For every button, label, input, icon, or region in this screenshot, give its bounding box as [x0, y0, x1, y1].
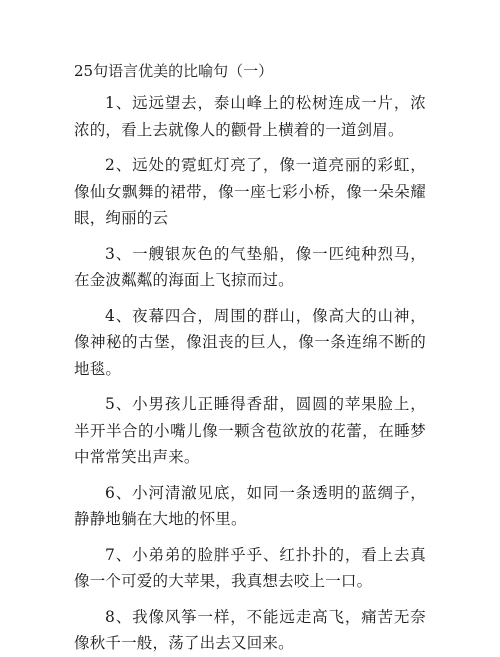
paragraph-5: 5、小男孩儿正睡得香甜，圆圆的苹果脸上，半开半合的小嘴儿像一颗含苞欲放的花蕾，在睡梦中常常笑出声来。 — [74, 395, 426, 466]
paragraph-4: 4、夜幕四合，周围的群山，像高大的山神，像神秘的古堡，像沮丧的巨人，像一条连绵不断的地毯。 — [74, 306, 426, 378]
paragraph-1: 1、远远望去，泰山峰上的松树连成一片，浓浓的，看上去就像人的颧骨上横着的一道剑眉。 — [74, 94, 426, 139]
paragraph-7: 7、小弟弟的脸胖乎乎、红扑扑的，看上去真像一个可爱的大苹果，我真想去咬上一口。 — [74, 545, 426, 590]
paragraph-2: 2、远处的霓虹灯亮了，像一道亮丽的彩虹，像仙女飘舞的裙带，像一座七彩小桥，像一朵朵耀眼，绚丽的云 — [74, 156, 426, 227]
paragraph-6: 6、小河清澈见底，如同一条透明的蓝绸子，静静地躺在大地的怀里。 — [74, 483, 426, 528]
paragraph-8: 8、我像风筝一样，不能远走高飞，痛苦无奈像秋千一般，荡了出去又回来。 — [74, 607, 426, 652]
paragraph-3: 3、一艘银灰色的气垫船，像一匹纯种烈马，在金波粼粼的海面上飞掠而过。 — [74, 244, 426, 289]
document-title: 25句语言优美的比喻句（一） — [74, 62, 274, 80]
